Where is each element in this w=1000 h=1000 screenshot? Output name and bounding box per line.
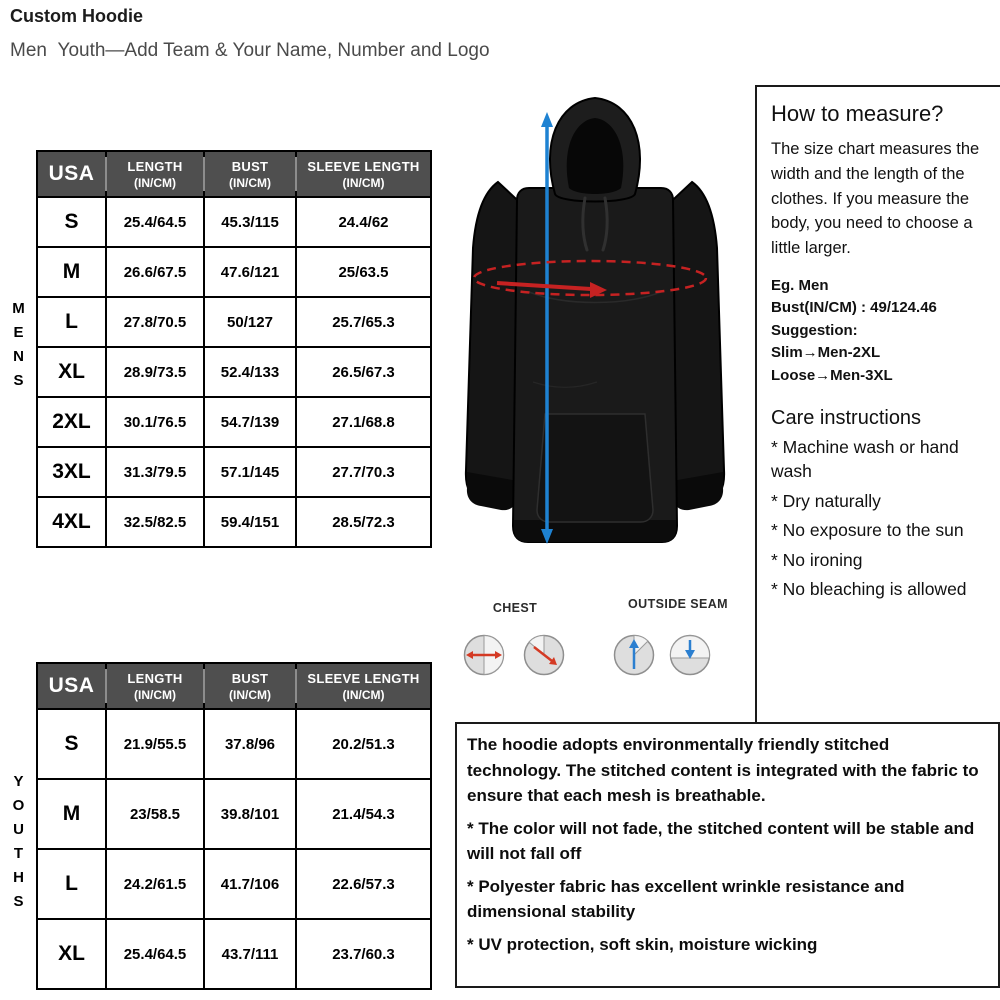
table-row [37,297,431,347]
column-label: LENGTH [127,158,183,174]
column-unit: (IN/CM) [229,687,271,702]
column-unit: (IN/CM) [342,687,385,702]
column-label: USA [48,162,95,185]
example-line: Suggestion: [771,321,858,339]
table-row [37,347,431,397]
page-subtitle: Men Youth—Add Team & Your Name, Number and Logo [10,40,490,61]
size-cell: 3XL [37,447,106,497]
description-bullet: * Polyester fabric has excellent wrinkle resistance and dimensional stability [467,876,905,921]
sleeve-header [296,151,431,197]
sleeve-cell: 20.2/51.3 [296,709,431,779]
column-label: SLEEVE LENGTH [307,158,420,174]
mens-side-label: MENS [10,300,27,396]
bust-cell: 45.3/115 [204,197,296,247]
example-line: Slim→Men-2XL [771,344,881,362]
sleeve-header [296,663,431,709]
length-header [106,151,204,197]
chest-diagonal-arrow-icon [522,633,566,677]
sleeve-cell: 22.6/57.3 [296,849,431,919]
usa-header [37,663,106,709]
table-row [37,197,431,247]
product-description-box [455,722,1000,988]
bust-cell: 50/127 [204,297,296,347]
care-item: * Machine wash or hand wash [771,437,959,481]
bust-cell: 47.6/121 [204,247,296,297]
measure-intro: The size chart measures the width and the length of the clothes. If you measure the body, you need to choose a little larger. [771,140,980,257]
mens-header-row [37,151,431,197]
seam-measure-icons [612,633,712,677]
table-row [37,397,431,447]
chest-label: CHEST [492,601,538,615]
bust-cell: 43.7/111 [204,919,296,989]
table-row [37,447,431,497]
column-unit: (IN/CM) [229,175,271,190]
size-cell: L [37,849,106,919]
size-cell: M [37,779,106,849]
table-row [37,497,431,547]
length-cell: 24.2/61.5 [106,849,204,919]
length-cell: 31.3/79.5 [106,447,204,497]
mens-size-table [36,150,432,548]
seam-down-arrow-icon [668,633,712,677]
care-item: * No bleaching is allowed [771,579,967,600]
example-line: Loose→Men-3XL [771,366,893,384]
sleeve-cell: 25.7/65.3 [296,297,431,347]
column-label: BUST [231,670,269,686]
length-cell: 30.1/76.5 [106,397,204,447]
description-bullet: * UV protection, soft skin, moisture wicking [467,934,818,954]
care-item: * No ironing [771,549,863,570]
column-label: SLEEVE LENGTH [307,670,420,686]
sleeve-cell: 27.1/68.8 [296,397,431,447]
size-cell: XL [37,347,106,397]
length-header [106,663,204,709]
description-bullet: * The color will not fade, the stitched content will be stable and will not fall off [467,818,975,863]
care-item: * Dry naturally [771,490,881,511]
care-instructions-list [771,436,992,602]
table-row [37,709,431,779]
example-line: Bust(IN/CM) : 49/124.46 [771,299,937,317]
length-cell: 26.6/67.5 [106,247,204,297]
bust-cell: 37.8/96 [204,709,296,779]
column-label: USA [48,674,95,697]
length-cell: 27.8/70.5 [106,297,204,347]
sleeve-cell: 27.7/70.3 [296,447,431,497]
length-cell: 32.5/82.5 [106,497,204,547]
table-row [37,919,431,989]
size-cell: L [37,297,106,347]
bust-cell: 52.4/133 [204,347,296,397]
table-row [37,779,431,849]
youths-side-label: YOUTHS [10,773,27,917]
column-unit: (IN/CM) [134,175,176,190]
length-cell: 25.4/64.5 [106,197,204,247]
bust-cell: 59.4/151 [204,497,296,547]
measure-title: How to measure? [771,101,944,126]
size-cell: XL [37,919,106,989]
chest-measure-icons [462,633,566,677]
size-suggestion-block [771,275,992,388]
column-unit: (IN/CM) [134,687,176,702]
length-cell: 23/58.5 [106,779,204,849]
care-item: * No exposure to the sun [771,520,964,541]
size-cell: M [37,247,106,297]
youths-header-row [37,663,431,709]
chest-width-arrow-icon [462,633,506,677]
bust-cell: 54.7/139 [204,397,296,447]
size-cell: S [37,197,106,247]
bust-header [204,151,296,197]
how-to-measure-panel [755,85,1000,722]
table-row [37,247,431,297]
description-intro: The hoodie adopts environmentally friendly stitched technology. The stitched content is integrated with the fabric to ensure that each mesh is breathable. [467,735,979,805]
size-cell: 2XL [37,397,106,447]
size-cell: S [37,709,106,779]
length-cell: 21.9/55.5 [106,709,204,779]
column-label: BUST [231,158,269,174]
outside-seam-label: OUTSIDE SEAM [628,597,728,611]
sleeve-cell: 26.5/67.3 [296,347,431,397]
seam-up-arrow-icon [612,633,656,677]
length-cell: 28.9/73.5 [106,347,204,397]
sleeve-cell: 23.7/60.3 [296,919,431,989]
page-title: Custom Hoodie [10,6,143,26]
column-unit: (IN/CM) [342,175,385,190]
sleeve-cell: 24.4/62 [296,197,431,247]
size-cell: 4XL [37,497,106,547]
sleeve-cell: 25/63.5 [296,247,431,297]
bust-cell: 41.7/106 [204,849,296,919]
hoodie-illustration [445,82,745,582]
bust-cell: 39.8/101 [204,779,296,849]
bust-header [204,663,296,709]
sleeve-cell: 21.4/54.3 [296,779,431,849]
example-line: Eg. Men [771,276,829,294]
usa-header [37,151,106,197]
column-label: LENGTH [127,670,183,686]
table-row [37,849,431,919]
bust-cell: 57.1/145 [204,447,296,497]
hoodie-graphic [466,98,724,542]
care-instructions-title: Care instructions [771,407,922,430]
length-cell: 25.4/64.5 [106,919,204,989]
youths-size-table [36,662,432,990]
sleeve-cell: 28.5/72.3 [296,497,431,547]
